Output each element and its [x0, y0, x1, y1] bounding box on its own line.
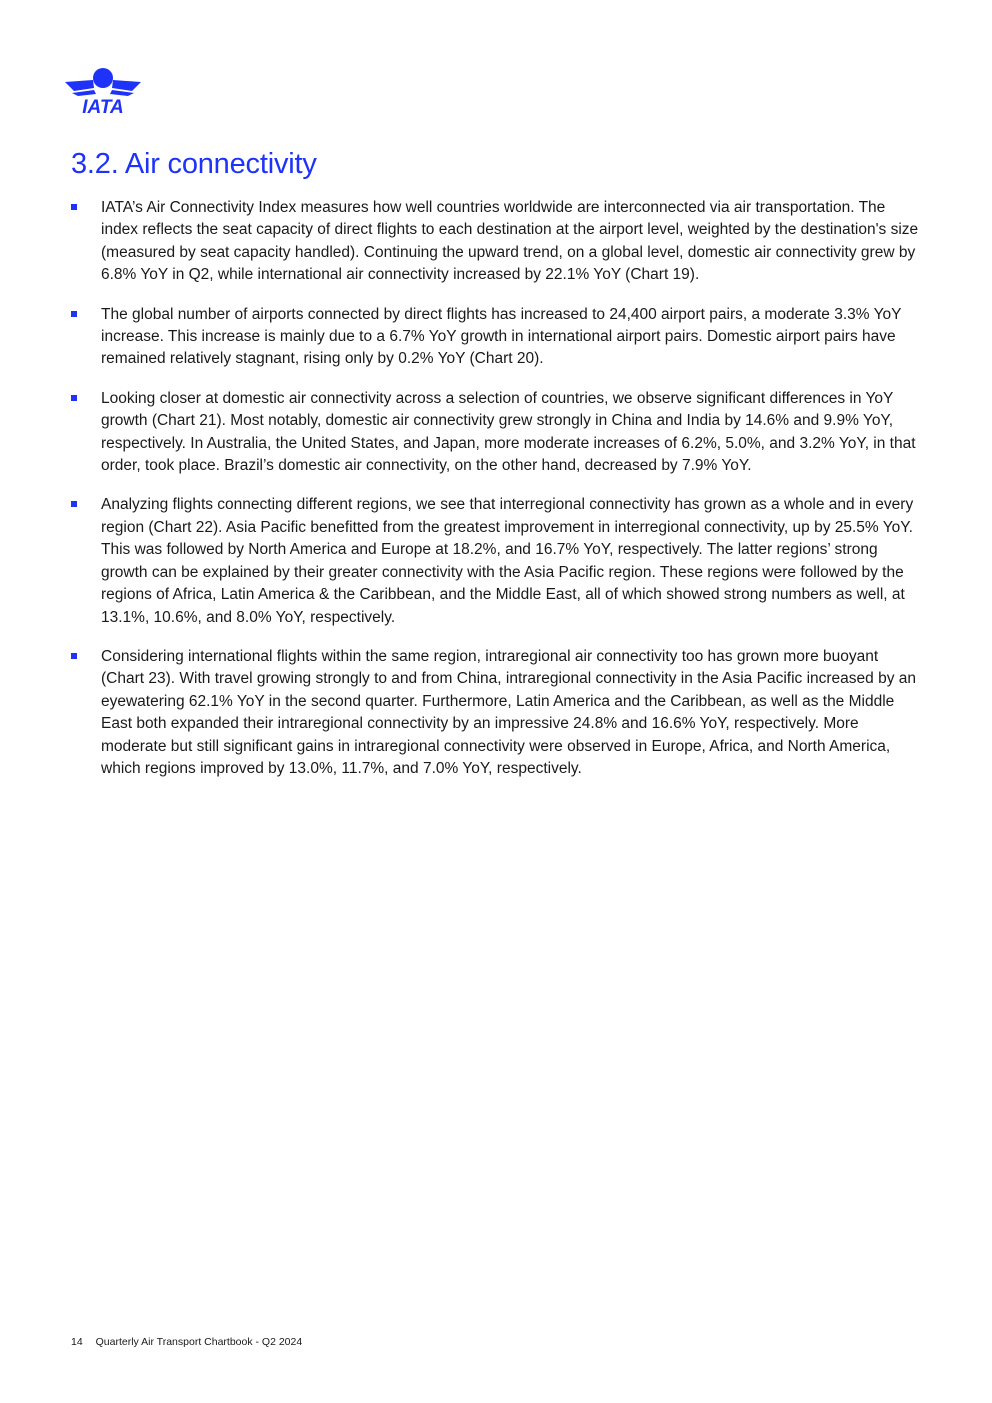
bullet-item — [71, 646, 919, 780]
bullet-text: IATA’s Air Connectivity Index measures how well countries worldwide are interconnected via air transportation. The index reflects the seat capacity of direct flights to each destination at the airport level, weighted by the destination's size (measured by seat capacity handled). Continuing the upward trend, on a global level, domestic air connectivity grew by 6.8% YoY in Q2, while international air connectivity increased by 22.1% YoY (Chart 19). — [101, 199, 919, 284]
publication-title: Quarterly Air Transport Chartbook - Q2 2024 — [95, 1336, 303, 1348]
page-footer — [71, 1336, 302, 1348]
bullet-list — [71, 197, 919, 797]
iata-logo-icon — [64, 66, 142, 116]
bullet-marker-icon — [71, 501, 77, 507]
bullet-item — [71, 494, 919, 628]
bullet-item — [71, 197, 919, 287]
svg-text:IATA: IATA — [82, 97, 124, 116]
bullet-text: The global number of airports connected by direct flights has increased to 24,400 airport pairs, a moderate 3.3% YoY increase. This increase is mainly due to a 6.7% YoY growth in international airport pairs. Domestic airport pairs have remained relatively stagnant, rising only by 0.2% YoY (Chart 20). — [101, 305, 902, 368]
bullet-marker-icon — [71, 204, 77, 210]
iata-logo — [64, 66, 142, 116]
bullet-text: Looking closer at domestic air connectivity across a selection of countries, we observe significant differences in YoY growth (Chart 21). Most notably, domestic air connectivity grew strongly in China and India by 14.6% and 9.9% YoY, respectively. In Australia, the United States, and Japan, more moderate increases of 6.2%, 5.0%, and 3.2% YoY, in that order, took place. Brazil’s domestic air connectivity, on the other hand, decreased by 7.9% YoY. — [101, 389, 916, 475]
bullet-marker-icon — [71, 311, 77, 317]
bullet-text: Analyzing flights connecting different regions, we see that interregional connectivity has grown as a whole and in every region (Chart 22). Asia Pacific benefitted from the greatest improvement in interregional connectivity, up by 25.5% YoY. This was followed by North America and Europe at 18.2%, and 16.7% YoY, respectively. The latter regions’ strong growth can be explained by their greater connectivity with the Asia Pacific region. These regions were followed by the regions of Africa, Latin America & the Caribbean, and the Middle East, all of which showed strong numbers as well, at 13.1%, 10.6%, and 8.0% YoY, respectively. — [101, 496, 914, 626]
page-number: 14 — [71, 1336, 83, 1348]
bullet-text: Considering international flights within the same region, intraregional air connectivity too has grown more buoyant (Chart 23). With travel growing strongly to and from China, intraregional connectivity in the Asia Pacific increased by an eyewatering 62.1% YoY in the second quarter. Furthermore, Latin America and the Caribbean, as well as the Middle East both expanded their intraregional connectivity by an impressive 24.8% and 16.6% YoY, respectively. More moderate but still significant gains in intraregional connectivity were observed in Europe, Africa, and North America, which regions improved by 13.0%, 11.7%, and 7.0% YoY, respectively. — [101, 647, 916, 777]
bullet-marker-icon — [71, 395, 77, 401]
section-title: 3.2. Air connectivity — [71, 148, 317, 180]
bullet-item — [71, 388, 919, 478]
bullet-item — [71, 304, 919, 371]
bullet-marker-icon — [71, 653, 77, 659]
